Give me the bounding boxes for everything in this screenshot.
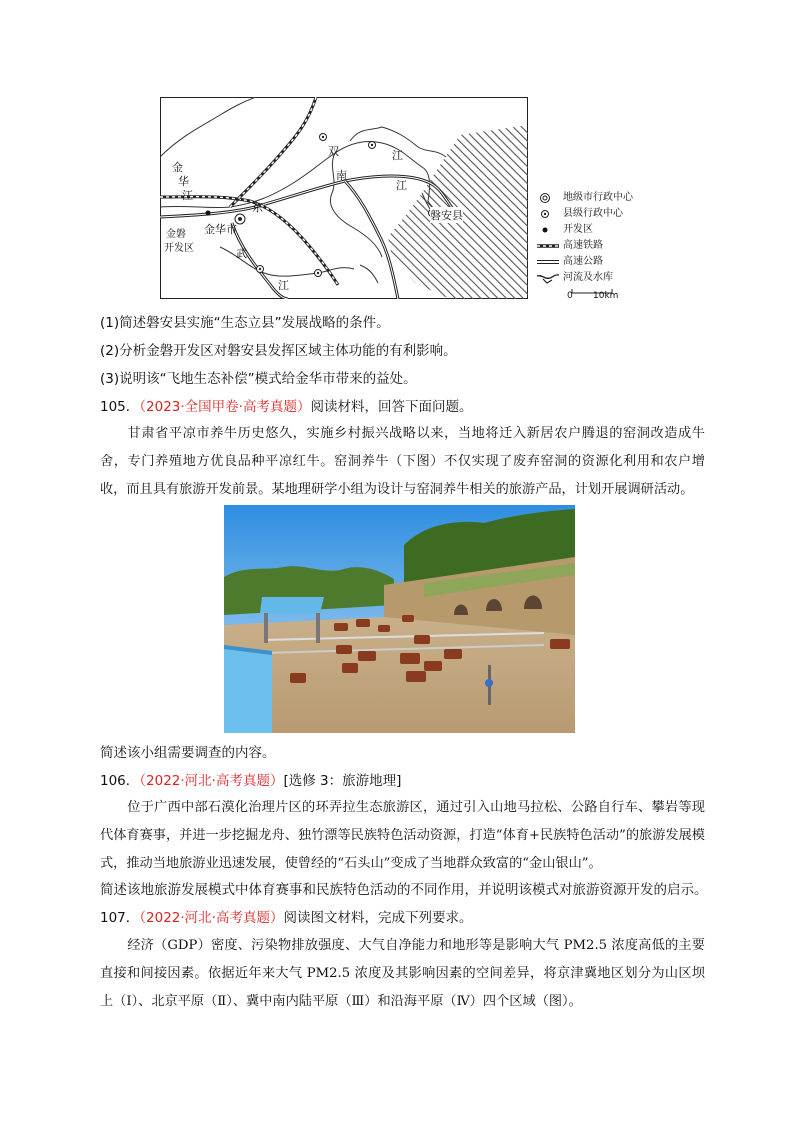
map-label-jinpan: 金磐 xyxy=(166,229,186,240)
legend-row-prefecture xyxy=(537,190,677,206)
q107-paragraph xyxy=(100,932,705,1016)
legend-label: 高速铁路 xyxy=(563,240,603,251)
map-label-jinhua-city: 金华市 xyxy=(204,223,237,236)
legend-scale xyxy=(537,286,677,302)
scale-zero: 0 xyxy=(567,291,573,301)
q105-paragraph-text: 甘肃省平凉市养牛历史悠久，实施乡村振兴战略以来，当地将迁入新居农户腾退的窑洞改造成牛舍，专门养殖地方优良品种平凉红牛。窑洞养牛（下图）不仅实现了废弃窑洞的资源化利用和农户增收，而且具有旅游开发前景。某地理研学小组为设计与窑洞养牛相关的旅游产品，计划开展调研活动。 xyxy=(100,426,705,497)
map-label-hua: 华 xyxy=(178,175,189,188)
q106-instruction: [选修 3：旅游地理] xyxy=(283,773,402,789)
map-label-nan: 南 xyxy=(336,169,347,182)
q106-question: 简述该地旅游发展模式中体育赛事和民族特色活动的不同作用，并说明该模式对旅游资源开发的启示。 xyxy=(100,882,708,898)
q106-paragraph-text: 位于广西中部石漠化治理片区的环弄拉生态旅游区，通过引入山地马拉松、公路自行车、攀岩等现代体育赛事，并进一步挖掘龙舟、独竹漂等民族特色活动资源，打造“体育+民族特色活动”的旅游发展模式，推动当地旅游业迅速发展，使曾经的“石头山”变成了当地群众致富的“金山银山”。 xyxy=(100,800,705,871)
map-label-jiang-top: 江 xyxy=(392,149,403,162)
river-icon xyxy=(537,270,559,286)
q107-heading xyxy=(100,908,472,928)
q107-instruction: 阅读图文材料，完成下列要求。 xyxy=(283,910,473,926)
q107-source: （2022·河北·高考真题） xyxy=(139,910,284,926)
legend-row-county xyxy=(537,206,677,222)
scale-value: 10km xyxy=(593,291,619,301)
map-drawing xyxy=(160,97,528,299)
q105-instruction: 阅读材料，回答下面问题。 xyxy=(310,399,473,415)
map-label-shuang: 双 xyxy=(328,145,339,158)
q106-paragraph xyxy=(100,794,705,878)
map-label-zone: 开发区 xyxy=(164,243,194,254)
q107-number: 107． xyxy=(100,910,140,926)
legend-label: 地级市行政中心 xyxy=(563,192,633,203)
map-label-wu: 武 xyxy=(236,247,247,260)
q106-number: 106． xyxy=(100,773,140,789)
q105-heading xyxy=(100,397,472,417)
cave-cattle-photo xyxy=(224,505,575,733)
map-label-jiang-right: 江 xyxy=(396,179,407,192)
q105-paragraph xyxy=(100,420,705,504)
map-label-dong: 东 xyxy=(252,201,263,214)
legend-label: 县级行政中心 xyxy=(563,208,623,219)
dot-icon xyxy=(537,222,559,238)
cave-cattle-photo-drawing xyxy=(224,505,575,733)
q107-paragraph-text: 经济（GDP）密度、污染物排放强度、大气自净能力和地形等是影响大气 PM2.5 浓度高低的主要直接和间接因素。依据近年来大气 PM2.5 浓度及其影响因素的空间差异，将京津冀地区划分为山区坝上（Ⅰ）、北京平原（Ⅱ）、冀中南内陆平原（Ⅲ）和沿海平原（Ⅳ）四个区域（图）。 xyxy=(100,938,705,1009)
q106-heading xyxy=(100,771,401,791)
legend-row-rail xyxy=(537,238,677,254)
map-figure xyxy=(160,97,528,299)
q105-number: 105． xyxy=(100,399,140,415)
q106-source: （2022·河北·高考真题） xyxy=(139,773,284,789)
question-1: (1)简述磐安县实施“生态立县”发展战略的条件。 xyxy=(100,315,390,331)
legend-label: 河流及水库 xyxy=(563,272,613,283)
county-symbol-3 xyxy=(257,266,264,273)
county-symbol-4 xyxy=(315,270,322,277)
q105-source: （2023·全国甲卷·高考真题） xyxy=(139,399,311,415)
legend-row-highway xyxy=(537,254,677,270)
rail-line-icon xyxy=(537,238,559,254)
county-symbol-2 xyxy=(369,142,376,149)
question-3: (3)说明该“飞地生态补偿”模式给金华市带来的益处。 xyxy=(100,371,417,387)
double-circle-icon xyxy=(537,190,559,206)
jinpan-zone-dot xyxy=(206,211,211,216)
legend-label: 高速公路 xyxy=(563,256,603,267)
map-label-jiang-bottom: 江 xyxy=(278,279,289,292)
double-line-icon xyxy=(537,254,559,270)
question-2: (2)分析金磐开发区对磐安县发挥区域主体功能的有利影响。 xyxy=(100,343,457,359)
legend-row-zone xyxy=(537,222,677,238)
map-legend xyxy=(537,190,677,302)
legend-row-river xyxy=(537,270,677,286)
map-label-jin: 金 xyxy=(172,161,183,174)
q105-question: 简述该小组需要调查的内容。 xyxy=(100,745,276,761)
legend-label: 开发区 xyxy=(563,224,593,235)
dot-circle-icon xyxy=(537,206,559,222)
county-symbol-1 xyxy=(320,134,327,141)
map-label-panan: 磐安县 xyxy=(430,209,463,222)
map-label-jiang: 江 xyxy=(182,189,193,202)
